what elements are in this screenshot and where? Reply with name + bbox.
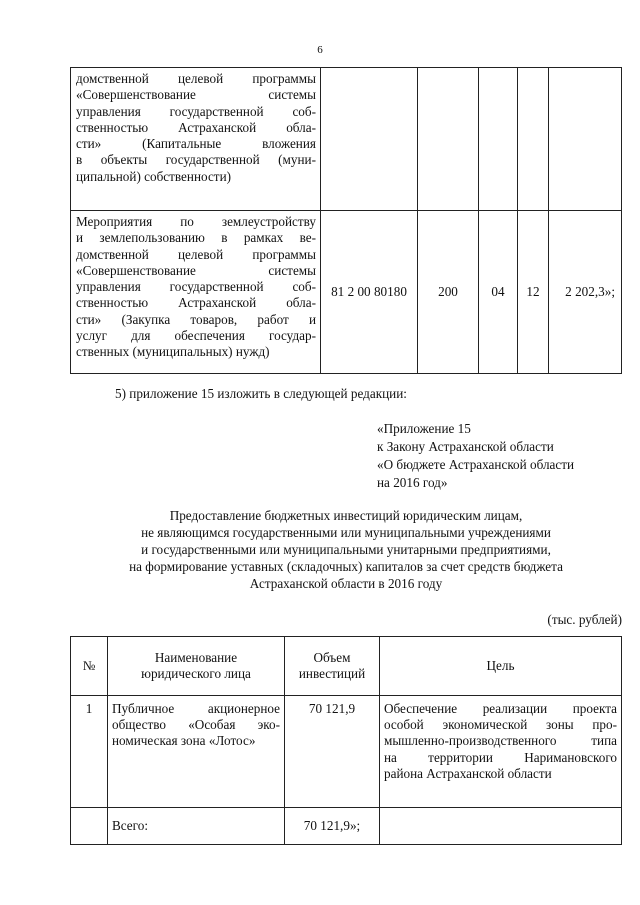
name-line: номическая зона «Лотос» — [112, 733, 256, 749]
goal-line: Обеспечение реализации проекта — [384, 701, 617, 716]
header-volume — [285, 637, 380, 696]
section-cell: 04 — [479, 211, 518, 374]
section-cell — [479, 68, 518, 211]
description-line: ственных (муниципальных) нужд) — [76, 344, 270, 360]
header-goal: Цель — [380, 637, 622, 696]
amount-cell: 2 202,3»; — [549, 211, 622, 374]
heading-line: на формирование уставных (складочных) капиталов за счет средств бюджета — [129, 559, 563, 574]
page-number: 6 — [317, 44, 323, 56]
table-row — [71, 211, 622, 374]
row-description — [71, 68, 321, 211]
type-cell — [418, 68, 479, 211]
header-line: Наименование — [154, 650, 238, 665]
budget-table-continuation — [70, 67, 622, 374]
description-line: домственной целевой программы — [76, 246, 316, 262]
heading-line: не являющимся государственными или муниципальными учреждениями — [141, 525, 551, 540]
code-cell — [321, 68, 418, 211]
amendment-paragraph: 5) приложение 15 изложить в следующей редакции: — [115, 386, 407, 401]
description-line: и землепользованию в рамках ве- — [76, 230, 316, 246]
row-goal — [380, 696, 622, 808]
row-name — [108, 696, 285, 808]
units-label: (тыс. рублей) — [547, 612, 622, 627]
total-label: Всего: — [108, 808, 285, 845]
appendix-line: на 2016 год» — [377, 475, 448, 490]
table-header-row — [71, 637, 622, 696]
goal-line: района Астраханской области — [384, 765, 552, 781]
subsection-cell: 12 — [518, 211, 549, 374]
description-line: ципальной) собственности) — [76, 168, 232, 184]
table-row — [71, 68, 622, 211]
total-num — [71, 808, 108, 845]
appendix-line: «Приложение 15 — [377, 421, 471, 436]
amount-cell — [549, 68, 622, 211]
header-line: Объем — [313, 650, 351, 665]
appendix-line: «О бюджете Астраханской области — [377, 457, 575, 472]
total-volume: 70 121,9»; — [285, 808, 380, 845]
description-line: управления государственной соб- — [76, 103, 316, 119]
name-line: общество «Особая эко- — [112, 717, 280, 733]
goal-line: мышленно-производственного типа — [384, 733, 617, 749]
description-line: сти» (Закупка товаров, работ и — [76, 311, 316, 327]
description-line: сти» (Капитальные вложения — [76, 136, 316, 152]
code-cell: 81 2 00 80180 — [321, 211, 418, 374]
description-line: домственной целевой программы — [76, 71, 316, 86]
description-line: ственностью Астраханской обла- — [76, 295, 316, 311]
row-num: 1 — [71, 696, 108, 808]
heading-line: Астраханской области в 2016 году — [249, 576, 443, 591]
description-line: управления государственной соб- — [76, 279, 316, 295]
description-line: «Совершенствование системы — [76, 262, 316, 278]
table-total-row — [71, 808, 622, 845]
investments-table — [70, 636, 622, 845]
goal-line: на территории Наримановского — [384, 749, 617, 765]
name-line: Публичное акционерное — [112, 701, 280, 716]
heading-line: Предоставление бюджетных инвестиций юридическим лицам, — [169, 508, 523, 523]
row-description — [71, 211, 321, 374]
description-line: «Совершенствование системы — [76, 87, 316, 103]
header-name — [108, 637, 285, 696]
appendix-reference — [377, 420, 574, 492]
description-line: в объекты государственной (муни- — [76, 152, 316, 168]
appendix-line: к Закону Астраханской области — [377, 439, 554, 454]
description-line: ственностью Астраханской обла- — [76, 119, 316, 135]
total-goal — [380, 808, 622, 845]
heading-line: и государственными или муниципальными унитарными предприятиями, — [141, 542, 551, 557]
table-row — [71, 696, 622, 808]
goal-line: особой экономической зоны про- — [384, 717, 617, 733]
type-cell: 200 — [418, 211, 479, 374]
row-volume: 70 121,9 — [285, 696, 380, 808]
subsection-cell — [518, 68, 549, 211]
description-line: услуг для обеспечения государ- — [76, 328, 316, 344]
document-heading — [70, 507, 622, 592]
header-line: юридического лица — [141, 666, 251, 681]
header-num: № — [71, 637, 108, 696]
description-line: Мероприятия по землеустройству — [76, 214, 316, 229]
header-line: инвестиций — [298, 666, 366, 681]
